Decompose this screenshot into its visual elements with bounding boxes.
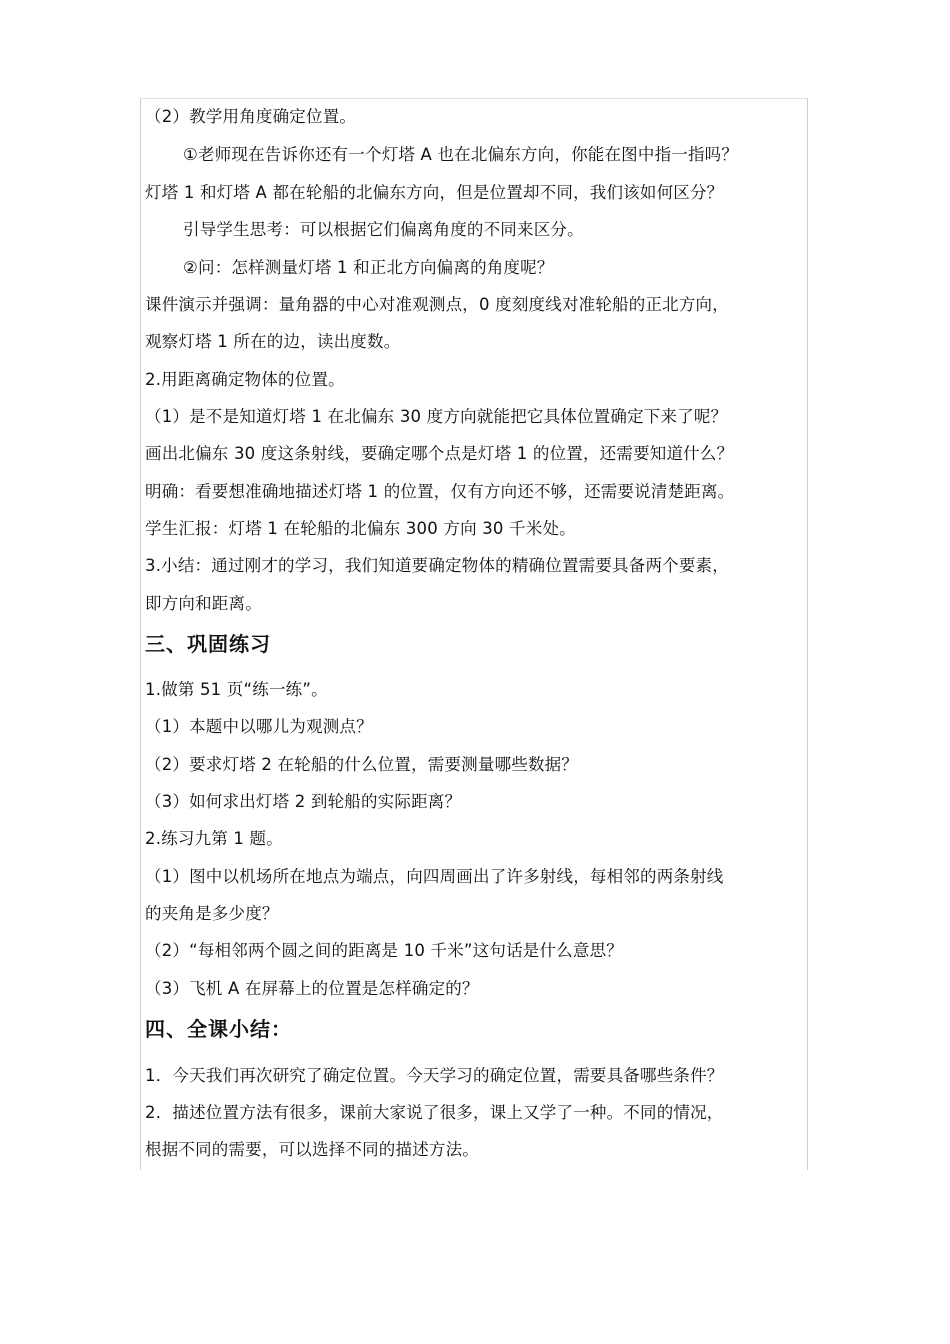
paragraph-line: 1．今天我们再次研究了确定位置。今天学习的确定位置，需要具备哪些条件？	[145, 1066, 724, 1085]
paragraph-line: 课件演示并强调：量角器的中心对准观测点，0 度刻度线对准轮船的正北方向，	[145, 295, 729, 314]
paragraph-line: 明确：看要想准确地描述灯塔 1 的位置，仅有方向还不够，还需要说清楚距离。	[145, 482, 735, 501]
paragraph-line: 学生汇报：灯塔 1 在轮船的北偏东 300 方向 30 千米处。	[145, 519, 576, 538]
paragraph-line: 2.用距离确定物体的位置。	[145, 370, 345, 389]
section-heading-consolidation: 三、巩固练习	[145, 632, 271, 656]
paragraph-line: 2．描述位置方法有很多，课前大家说了很多，课上又学了一种。不同的情况，	[145, 1103, 724, 1122]
paragraph-line: （3）如何求出灯塔 2 到轮船的实际距离？	[145, 792, 462, 811]
paragraph-line: 即方向和距离。	[145, 594, 262, 613]
paragraph-line: （1）图中以机场所在地点为端点，向四周画出了许多射线，每相邻的两条射线	[145, 867, 724, 886]
paragraph-line: 观察灯塔 1 所在的边，读出度数。	[145, 332, 401, 351]
paragraph-line: （1）本题中以哪儿为观测点？	[145, 717, 373, 736]
paragraph-line: （2）“每相邻两个圆之间的距离是 10 千米”这句话是什么意思？	[145, 941, 623, 960]
paragraph-line: 根据不同的需要，可以选择不同的描述方法。	[145, 1140, 479, 1159]
paragraph-line: 画出北偏东 30 度这条射线，要确定哪个点是灯塔 1 的位置，还需要知道什么？	[145, 444, 734, 463]
paragraph-line: 灯塔 1 和灯塔 A 都在轮船的北偏东方向，但是位置却不同，我们该如何区分？	[145, 183, 724, 202]
paragraph-line: （2）教学用角度确定位置。	[145, 107, 357, 126]
paragraph-line: （1）是不是知道灯塔 1 在北偏东 30 度方向就能把它具体位置确定下来了呢？	[145, 407, 728, 426]
paragraph-line: （3）飞机 A 在屏幕上的位置是怎样确定的？	[145, 979, 479, 998]
paragraph-line: 2.练习九第 1 题。	[145, 829, 283, 848]
paragraph-line: 3.小结：通过刚才的学习，我们知道要确定物体的精确位置需要具备两个要素，	[145, 556, 729, 575]
paragraph-line: ①老师现在告诉你还有一个灯塔 A 也在北偏东方向，你能在图中指一指吗？	[183, 145, 739, 164]
section-heading-summary: 四、全课小结：	[145, 1017, 292, 1041]
paragraph-line: （2）要求灯塔 2 在轮船的什么位置，需要测量哪些数据？	[145, 755, 579, 774]
paragraph-line: 1.做第 51 页“练一练”。	[145, 680, 328, 699]
paragraph-line: 的夹角是多少度？	[145, 904, 279, 923]
paragraph-line: ②问：怎样测量灯塔 1 和正北方向偏离的角度呢？	[183, 258, 554, 277]
paragraph-line: 引导学生思考：可以根据它们偏离角度的不同来区分。	[183, 220, 584, 239]
